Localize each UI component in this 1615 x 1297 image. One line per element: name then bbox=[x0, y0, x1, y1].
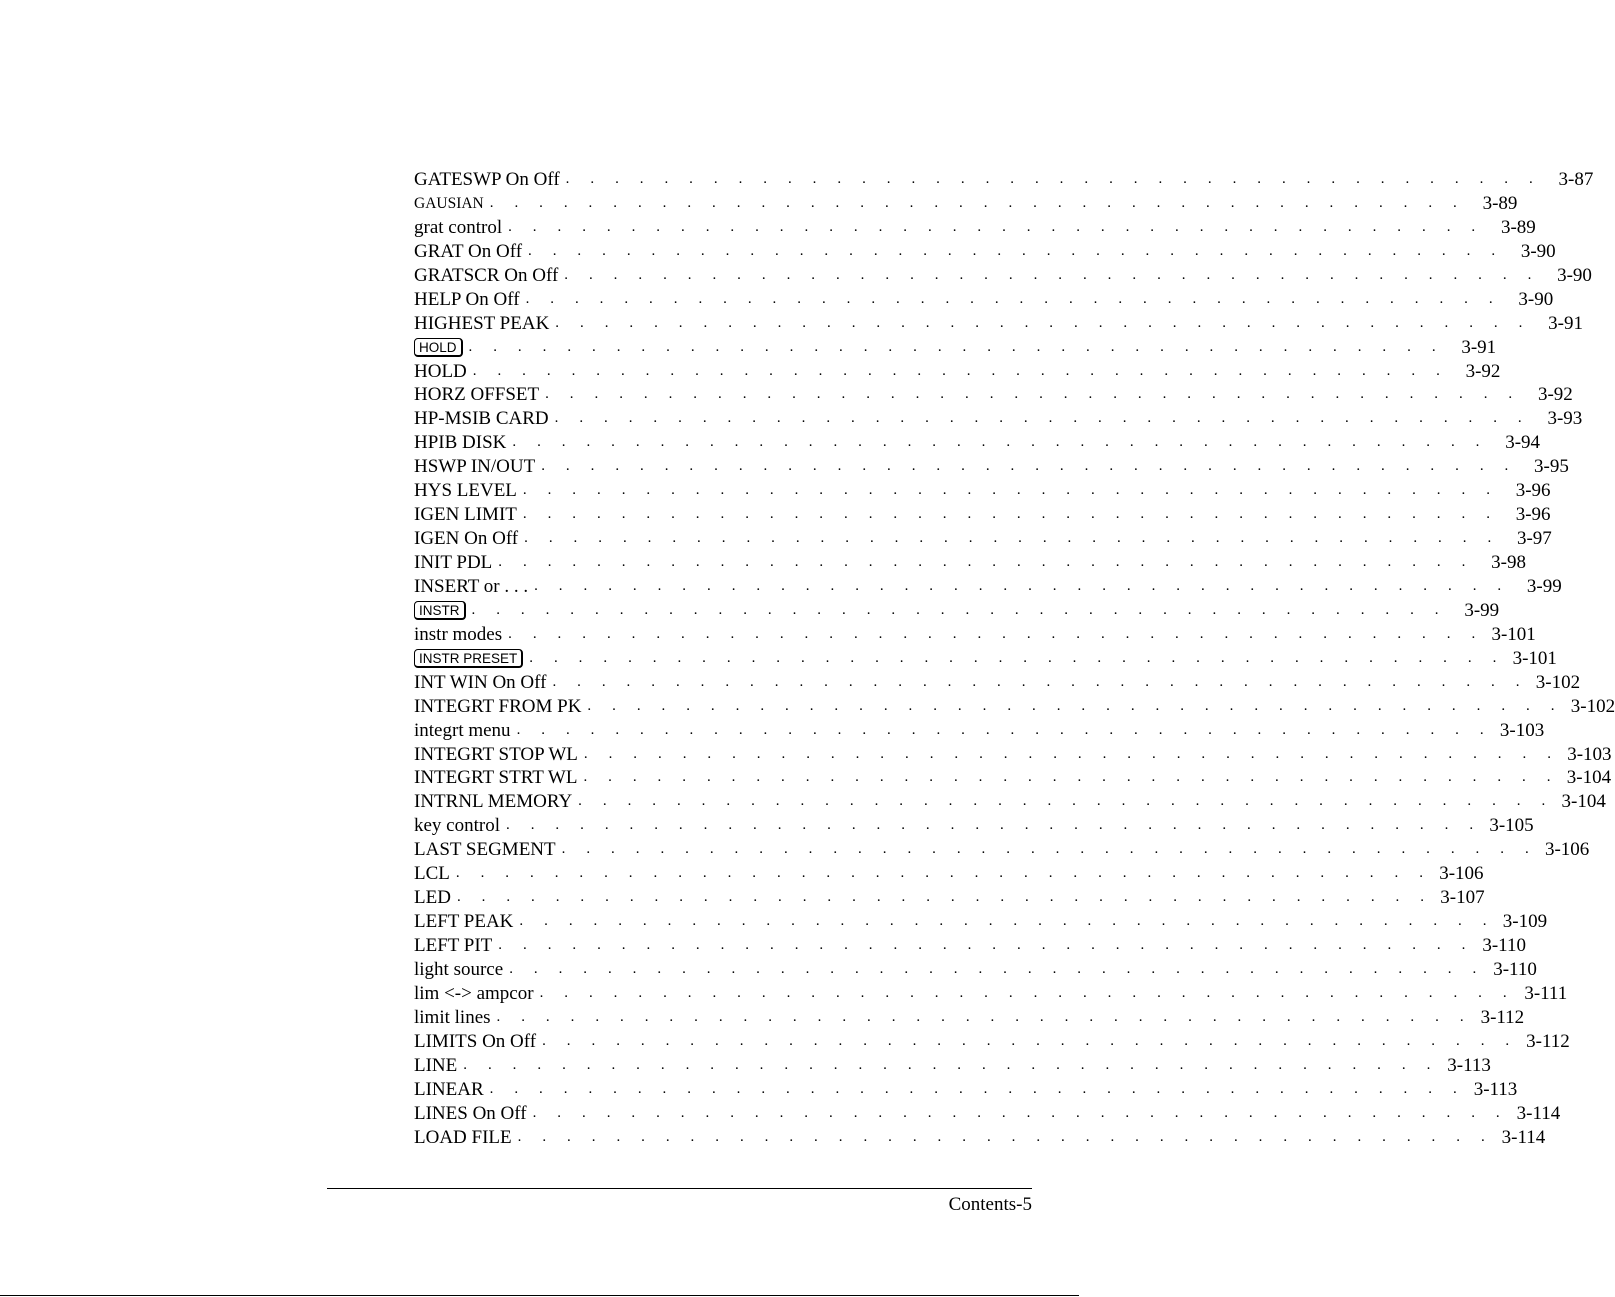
toc-entry-label: INTEGRT FROM PK bbox=[414, 695, 582, 717]
dot-leader: . . . . . . . . . . . . . . . . . . . . . . . . . . . . . . . . . . . . . . . . bbox=[512, 434, 1489, 451]
toc-entry-page-number: 3-103 bbox=[1499, 719, 1545, 741]
toc-entry-page-number: 3-101 bbox=[1491, 623, 1536, 645]
toc-entry-label: HIGHEST PEAK bbox=[414, 312, 550, 334]
page-bottom-border bbox=[0, 1295, 1079, 1296]
toc-entry[interactable] bbox=[414, 168, 1594, 192]
toc-entry[interactable] bbox=[414, 982, 1568, 1006]
toc-entry[interactable] bbox=[414, 958, 1537, 982]
toc-entry[interactable] bbox=[414, 455, 1569, 479]
toc-entry[interactable] bbox=[414, 312, 1583, 336]
toc-entry-page-number: 3-101 bbox=[1512, 647, 1557, 669]
toc-entry[interactable] bbox=[414, 407, 1583, 431]
toc-entry[interactable] bbox=[414, 1054, 1491, 1078]
dot-leader: . . . . . . . . . . . . . . . . . . . . . . . . . . . . . . . . . . . . . . . . bbox=[542, 1032, 1518, 1049]
toc-entry[interactable] bbox=[414, 551, 1526, 575]
dot-leader: . . . . . . . . . . . . . . . . . . . . . . . . . . . . . . . . . . . . . . . . bbox=[509, 960, 1485, 977]
toc-entry-label: HSWP IN/OUT bbox=[414, 456, 536, 478]
toc-entry-label: HELP On Off bbox=[414, 288, 520, 310]
toc-entry-label: INTEGRT STOP WL bbox=[414, 743, 578, 765]
hardkey-label: INSTR bbox=[414, 601, 466, 620]
toc-entry[interactable] bbox=[414, 383, 1573, 407]
dot-leader: . . . . . . . . . . . . . . . . . . . . . . . . . . . . . . . . . . . . . . . . bbox=[468, 338, 1445, 355]
dot-leader: . . . . . . . . . . . . . . . . . . . . . . . . . . . . . . . . . . . . . . . . bbox=[528, 242, 1504, 259]
toc-entry-page-number: 3-113 bbox=[1473, 1078, 1518, 1100]
dot-leader: . . . . . . . . . . . . . . . . . . . . . . . . . . . . . . . . . . . . . . . . bbox=[587, 697, 1564, 714]
toc-entry-label: IGEN On Off bbox=[414, 528, 519, 550]
toc-entry-label: grat control bbox=[414, 216, 503, 238]
toc-entry[interactable] bbox=[414, 743, 1612, 767]
toc-entry-label: HYS LEVEL bbox=[414, 480, 517, 502]
toc-entry[interactable] bbox=[414, 1006, 1525, 1030]
toc-entry[interactable] bbox=[414, 862, 1484, 886]
toc-entry-page-number: 3-113 bbox=[1447, 1054, 1491, 1076]
toc-entry[interactable] bbox=[414, 623, 1536, 647]
toc-entry-page-number: 3-109 bbox=[1502, 911, 1548, 933]
toc-entry-label: LINEAR bbox=[414, 1078, 484, 1100]
toc-entry-label: LCL bbox=[414, 863, 450, 885]
toc-entry[interactable] bbox=[414, 599, 1500, 623]
toc-entry-page-number: 3-114 bbox=[1516, 1102, 1561, 1124]
toc-entry[interactable] bbox=[414, 216, 1536, 240]
dot-leader: . . . . . . . . . . . . . . . . . . . . . . . . . . . . . . . . . . . . . . . . bbox=[565, 171, 1542, 187]
toc-entry[interactable] bbox=[414, 719, 1545, 743]
toc-entry[interactable] bbox=[414, 336, 1497, 360]
table-of-contents bbox=[414, 168, 1615, 1149]
toc-entry[interactable] bbox=[414, 934, 1526, 958]
toc-entry-page-number: 3-99 bbox=[1526, 575, 1562, 597]
toc-entry-label: integrt menu bbox=[414, 719, 511, 741]
toc-entry-label: HPIB DISK bbox=[414, 432, 507, 454]
toc-entry-page-number: 3-94 bbox=[1505, 432, 1541, 454]
toc-entry-page-number: 3-90 bbox=[1520, 240, 1556, 262]
toc-entry-page-number: 3-92 bbox=[1465, 360, 1501, 382]
toc-entry-page-number: 3-112 bbox=[1526, 1030, 1570, 1052]
dot-leader: . . . . . . . . . . . . . . . . . . . . . . . . . . . . . . . . . . . . . . . . bbox=[456, 889, 1433, 906]
toc-entry[interactable] bbox=[414, 647, 1557, 671]
toc-entry[interactable] bbox=[414, 1126, 1546, 1150]
toc-entry[interactable] bbox=[414, 240, 1556, 264]
toc-entry[interactable] bbox=[414, 886, 1485, 910]
toc-entry-label: INTRNL MEMORY bbox=[414, 791, 573, 813]
toc-entry[interactable] bbox=[414, 1030, 1570, 1054]
toc-entry[interactable] bbox=[414, 479, 1551, 503]
toc-entry-page-number: 3-93 bbox=[1547, 408, 1583, 430]
toc-entry-label: GATESWP On Off bbox=[414, 169, 560, 190]
toc-entry-page-number: 3-96 bbox=[1515, 480, 1551, 502]
toc-entry-label: INTEGRT STRT WL bbox=[414, 767, 578, 789]
toc-entry-page-number: 3-110 bbox=[1493, 958, 1537, 980]
toc-entry-page-number: 3-111 bbox=[1524, 982, 1568, 1004]
toc-entry-page-number: 3-106 bbox=[1544, 839, 1590, 861]
toc-entry-label: key control bbox=[414, 815, 501, 837]
toc-entry-label: instr modes bbox=[414, 623, 503, 645]
toc-entry-page-number: 3-89 bbox=[1482, 192, 1518, 214]
toc-entry-page-number: 3-114 bbox=[1501, 1126, 1546, 1148]
dot-leader: . . . . . . . . . . . . . . . . . . . . . . . . . . . . . . . . . . . . . . . . bbox=[522, 506, 1499, 523]
toc-entry-label: LED bbox=[414, 887, 451, 909]
dot-leader: . . . . . . . . . . . . . . . . . . . . . . . . . . . . . . . . . . . . . . . . bbox=[552, 673, 1529, 690]
toc-entry-label: GRAT On Off bbox=[414, 240, 523, 262]
dot-leader: . . . . . . . . . . . . . . . . . . . . . . . . . . . . . . . . . . . . . . . . bbox=[525, 290, 1502, 307]
toc-entry-page-number: 3-107 bbox=[1440, 887, 1485, 909]
toc-entry[interactable] bbox=[414, 1102, 1561, 1126]
dot-leader: . . . . . . . . . . . . . . . . . . . . . . . . . . . . . . . . . . . . . . . . bbox=[524, 530, 1500, 547]
toc-entry-page-number: 3-87 bbox=[1558, 169, 1594, 190]
toc-entry-label: LIMITS On Off bbox=[414, 1030, 537, 1052]
toc-entry[interactable] bbox=[414, 527, 1552, 551]
dot-leader: . . . . . . . . . . . . . . . . . . . . . . . . . . . . . . . . . . . . . . . . bbox=[455, 865, 1432, 882]
hardkey-label: INSTR PRESET bbox=[414, 649, 523, 668]
toc-entry[interactable] bbox=[414, 790, 1606, 814]
dot-leader: . . . . . . . . . . . . . . . . . . . . . . . . . . . . . . . . . . . . . . . . bbox=[498, 554, 1474, 570]
dot-leader: . . . . . . . . . . . . . . . . . . . . . . . . . . . . . . . . . . . . . . . . bbox=[539, 984, 1516, 1001]
toc-entry[interactable] bbox=[414, 575, 1562, 599]
toc-entry[interactable] bbox=[414, 264, 1592, 288]
toc-entry-label: LAST SEGMENT bbox=[414, 839, 556, 861]
toc-entry-page-number: 3-104 bbox=[1566, 767, 1612, 789]
footer-rule bbox=[327, 1188, 1032, 1189]
toc-entry[interactable] bbox=[414, 192, 1518, 216]
dot-leader: . . . . . . . . . . . . . . . . . . . . . . . . . . . . . . . . . . . . . . . . bbox=[498, 937, 1474, 953]
toc-entry-page-number: 3-110 bbox=[1482, 935, 1526, 956]
toc-entry[interactable] bbox=[414, 360, 1501, 384]
toc-entry-label: INIT PDL bbox=[414, 552, 493, 573]
dot-leader: . . . . . . . . . . . . . . . . . . . . . . . . . . . . . . . . . . . . . . . . bbox=[534, 577, 1510, 594]
dot-leader: . . . . . . . . . . . . . . . . . . . . . . . . . . . . . . . . . . . . . . . . bbox=[519, 913, 1496, 930]
toc-entry-label: HOLD bbox=[414, 360, 467, 382]
toc-entry[interactable] bbox=[414, 838, 1590, 862]
toc-entry[interactable] bbox=[414, 910, 1548, 934]
toc-entry-label: INT WIN On Off bbox=[414, 671, 547, 693]
page-number-footer: Contents-5 bbox=[948, 1194, 1032, 1215]
toc-entry[interactable] bbox=[414, 814, 1534, 838]
toc-entry-page-number: 3-103 bbox=[1567, 743, 1612, 765]
dot-leader: . . . . . . . . . . . . . . . . . . . . . . . . . . . . . . . . . . . . . . . . bbox=[517, 1128, 1494, 1145]
toc-entry-label: HP-MSIB CARD bbox=[414, 408, 549, 430]
toc-entry-page-number: 3-92 bbox=[1537, 384, 1573, 406]
toc-entry-page-number: 3-105 bbox=[1489, 815, 1534, 837]
toc-entry-page-number: 3-91 bbox=[1461, 336, 1497, 358]
dot-leader: . . . . . . . . . . . . . . . . . . . . . . . . . . . . . . . . . . . . . . . . bbox=[489, 194, 1466, 211]
toc-entry[interactable] bbox=[414, 695, 1615, 719]
toc-entry[interactable] bbox=[414, 766, 1612, 790]
toc-entry-label bbox=[414, 599, 472, 623]
toc-entry-label: lim <-> ampcor bbox=[414, 982, 534, 1004]
toc-entry-label: light source bbox=[414, 958, 504, 980]
toc-entry-label: GAUSIAN bbox=[414, 194, 484, 212]
toc-entry[interactable] bbox=[414, 431, 1541, 455]
toc-entry-page-number: 3-89 bbox=[1500, 216, 1536, 238]
toc-entry-page-number: 3-106 bbox=[1439, 863, 1484, 885]
toc-entry-label: LINE bbox=[414, 1054, 458, 1076]
dot-leader: . . . . . . . . . . . . . . . . . . . . . . . . . . . . . . . . . . . . . . . . bbox=[578, 793, 1554, 810]
dot-leader: . . . . . . . . . . . . . . . . . . . . . . . . . . . . . . . . . . . . . . . . bbox=[522, 482, 1499, 499]
dot-leader: . . . . . . . . . . . . . . . . . . . . . . . . . . . . . . . . . . . . . . . . bbox=[529, 649, 1505, 666]
toc-entry[interactable] bbox=[414, 671, 1581, 695]
toc-entry-page-number: 3-102 bbox=[1535, 671, 1581, 693]
dot-leader: . . . . . . . . . . . . . . . . . . . . . . . . . . . . . . . . . . . . . . . . bbox=[583, 769, 1560, 786]
toc-entry-page-number: 3-97 bbox=[1516, 528, 1552, 550]
toc-entry-label: IGEN LIMIT bbox=[414, 504, 517, 526]
toc-entry-page-number: 3-102 bbox=[1570, 695, 1615, 717]
dot-leader: . . . . . . . . . . . . . . . . . . . . . . . . . . . . . . . . . . . . . . . . bbox=[561, 841, 1538, 858]
dot-leader: . . . . . . . . . . . . . . . . . . . . . . . . . . . . . . . . . . . . . . . . bbox=[471, 601, 1448, 618]
toc-entry-page-number: 3-95 bbox=[1534, 456, 1569, 478]
toc-entry-page-number: 3-99 bbox=[1464, 599, 1500, 621]
dot-leader: . . . . . . . . . . . . . . . . . . . . . . . . . . . . . . . . . . . . . . . . bbox=[489, 1080, 1466, 1097]
hardkey-label: HOLD bbox=[414, 338, 463, 357]
dot-leader: . . . . . . . . . . . . . . . . . . . . . . . . . . . . . . . . . . . . . . . . bbox=[545, 386, 1521, 403]
dot-leader: . . . . . . . . . . . . . . . . . . . . . . . . . . . . . . . . . . . . . . . . bbox=[583, 745, 1560, 762]
dot-leader: . . . . . . . . . . . . . . . . . . . . . . . . . . . . . . . . . . . . . . . . bbox=[508, 625, 1484, 642]
dot-leader: . . . . . . . . . . . . . . . . . . . . . . . . . . . . . . . . . . . . . . . . bbox=[506, 817, 1482, 834]
dot-leader: . . . . . . . . . . . . . . . . . . . . . . . . . . . . . . . . . . . . . . . . bbox=[532, 1104, 1509, 1121]
dot-leader: . . . . . . . . . . . . . . . . . . . . . . . . . . . . . . . . . . . . . . . . bbox=[496, 1008, 1473, 1025]
toc-entry-label: LINES On Off bbox=[414, 1102, 527, 1124]
toc-entry-page-number: 3-91 bbox=[1548, 312, 1583, 334]
toc-entry[interactable] bbox=[414, 503, 1551, 527]
toc-entry-label bbox=[414, 336, 469, 360]
toc-entry-label: HORZ OFFSET bbox=[414, 384, 540, 406]
toc-entry-label: INSERT or . . . bbox=[414, 575, 529, 597]
dot-leader: . . . . . . . . . . . . . . . . . . . . . . . . . . . . . . . . . . . . . . . . bbox=[472, 362, 1449, 379]
toc-entry-label bbox=[414, 647, 529, 671]
dot-leader: . . . . . . . . . . . . . . . . . . . . . . . . . . . . . . . . . . . . . . . . bbox=[555, 314, 1531, 331]
toc-entry-label: LEFT PEAK bbox=[414, 911, 514, 933]
toc-entry-page-number: 3-98 bbox=[1491, 552, 1526, 573]
toc-entry[interactable] bbox=[414, 1078, 1518, 1102]
toc-entry-page-number: 3-112 bbox=[1480, 1006, 1525, 1028]
toc-entry[interactable] bbox=[414, 288, 1554, 312]
toc-entry-page-number: 3-90 bbox=[1557, 264, 1592, 286]
dot-leader: . . . . . . . . . . . . . . . . . . . . . . . . . . . . . . . . . . . . . . . . bbox=[508, 218, 1484, 235]
dot-leader: . . . . . . . . . . . . . . . . . . . . . . . . . . . . . . . . . . . . . . . . bbox=[554, 410, 1531, 427]
toc-entry-label: LEFT PIT bbox=[414, 935, 493, 956]
toc-entry-page-number: 3-90 bbox=[1518, 288, 1554, 310]
dot-leader: . . . . . . . . . . . . . . . . . . . . . . . . . . . . . . . . . . . . . . . . bbox=[564, 266, 1540, 283]
dot-leader: . . . . . . . . . . . . . . . . . . . . . . . . . . . . . . . . . . . . . . . . bbox=[463, 1056, 1439, 1073]
toc-entry-label: limit lines bbox=[414, 1006, 491, 1028]
toc-entry-label: LOAD FILE bbox=[414, 1126, 512, 1148]
dot-leader: . . . . . . . . . . . . . . . . . . . . . . . . . . . . . . . . . . . . . . . . bbox=[516, 721, 1493, 738]
toc-entry-page-number: 3-104 bbox=[1561, 791, 1606, 813]
toc-entry-label: GRATSCR On Off bbox=[414, 264, 559, 286]
toc-entry-page-number: 3-96 bbox=[1515, 504, 1551, 526]
dot-leader: . . . . . . . . . . . . . . . . . . . . . . . . . . . . . . . . . . . . . . . . bbox=[541, 458, 1517, 475]
